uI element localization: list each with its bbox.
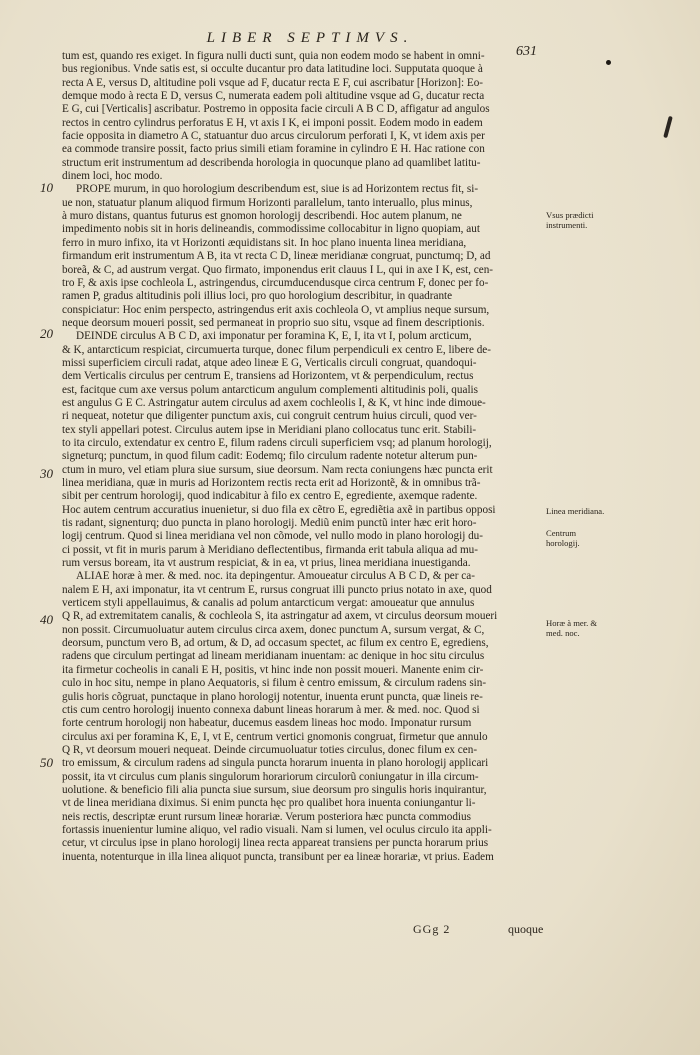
- text-line: dem Verticalis circulus per centrum E, transiens ad Horizontem, vt & perpendiculum, rectus: [62, 370, 474, 383]
- text-line: est, facitque cum axe versus polum antarcticum angulum complementi altitudinis poli, qualis: [62, 383, 479, 396]
- text-line: Hoc autem centrum accuratius inuenietur, si duo fila ex cẽtro E, egrediẽtia axẽ in partibus opposi: [62, 503, 496, 516]
- text-line: est angulus G E C. Astringatur autem circulus ad axem cochleolis I, & K, vt hinc inde dimoue-: [62, 396, 486, 409]
- text-line: cetur, vt circulus ipse in plano horologij linea recta appareat transiens per puncta horarum prius: [62, 837, 489, 850]
- text-line: rum versus boream, ita vt austrum respiciat, & in ea, vt prius, linea meridiana inuestiganda.: [62, 557, 471, 570]
- text-line: PROPE murum, in quo horologium describendum est, siue is ad Horizontem rectus fit, si-: [76, 183, 479, 196]
- text-line: ita firmetur cocheolis in canali E H, positis, vt hinc inde non possit moueri. Manente enim cir-: [62, 663, 484, 676]
- margin-note-linea-meridiana: Linea meridiana.: [546, 506, 605, 516]
- text-line: [62, 877, 548, 890]
- text-line: & K, antarcticum respiciat, circumuerta turque, donec filum perpendiculi ex centro E, libere de-: [62, 343, 491, 356]
- text-line: forte centrum horologij non habeatur, ducemus easdem lineas hoc modo. Imponatur rursum: [62, 717, 472, 730]
- text-line: E G, cui [Verticalis] ascribatur. Postremo in opposita facie circuli A B C D, affigatur ad angulos: [62, 103, 490, 116]
- folio-number: 631: [516, 44, 537, 59]
- text-line: ALIAE horæ à mer. & med. noc. ita depingentur. Amoueatur circulus A B C D, & per ca-: [76, 570, 475, 583]
- text-line: uolutione. & beneficio fili alia puncta siue sursum, siue deorsum pro singulis horis inquirantur,: [62, 783, 487, 796]
- text-line: structum erit instrumentum ad describenda horologia in quocunque plano ad quamlibet latitu-: [62, 156, 481, 169]
- text-line: deorsum, punctum vero B, ad ortum, & D, ad occasum spectet, ac filum ex centro E, egrediens,: [62, 637, 489, 650]
- line-number-10: 10: [40, 180, 53, 195]
- ink-mark: [663, 116, 673, 138]
- text-line: tro emissum, & circulum radens ad singula puncta horarum inuenta in plano horologij applicari: [62, 757, 489, 770]
- text-line: ferro in muro infixo, ita vt Horizonti æquidistans sit. In hoc plano inuenta linea meridiana,: [62, 236, 467, 249]
- text-line: ctis cum centro horologij inuento connexa dabunt lineas horarum à mer. & med. noc. Quod si: [62, 703, 480, 716]
- text-line: ramen P, gradus altitudinis poli illius loci, pro quo horologium describitur, in quadrante: [62, 290, 453, 303]
- line-number-50: 50: [40, 755, 53, 770]
- ink-spot: [606, 60, 611, 65]
- text-line: bus regionibus. Vnde satis est, si occulte ducantur pro data latitudine loci. Supputata quoque à: [62, 63, 483, 76]
- text-line: demque modo à recta E D, versus C, numerata eadem poli altitudine vsque ad G, ducatur recta: [62, 90, 485, 103]
- text-line: ri nequeat, notetur que diligenter punctum axis, cui congruit centrum huius circuli, quod ver-: [62, 410, 477, 423]
- margin-note-horae: Horæ à mer. & med. noc.: [546, 618, 598, 638]
- text-line: ci possit, vt fit in muris parum à Meridiano deflectentibus, firmanda erit tabula aliqua ad mu-: [62, 543, 478, 556]
- text-line: Q R, vt deorsum moueri nequeat. Deinde circumuoluatur toties circulus, donec filum ex cen-: [62, 743, 478, 756]
- line-number-20: 20: [40, 326, 53, 341]
- margin-note-usus: Vsus prædicti instrumenti.: [546, 210, 594, 230]
- line-number-30: 30: [40, 466, 53, 481]
- text-line: non possit. Circumuoluatur autem circulus circa axem, donec punctum A, sursum vergat, & C,: [62, 623, 485, 636]
- text-line: facie opposita in diametro A C, statuantur duo arcus circulorum perforati I, K, vt idem axis per: [62, 130, 485, 143]
- text-line: ea commode transire possit, facto prius simili etiam foramine in cylindro E H. Hac ratione con: [62, 143, 485, 156]
- text-line: possit, ita vt circulus cum planis singulorum horariorum circulorũ coniungatur in illa circum-: [62, 770, 479, 783]
- running-title: LIBER SEPTIMVS.: [206, 30, 414, 46]
- text-line: [62, 864, 548, 877]
- text-line: inuenta, notenturque in illa linea aliquot puncta, transibunt per ea lineæ horariæ, vt prius. Eadem: [62, 850, 494, 863]
- catchword: quoque: [508, 922, 544, 936]
- text-line: rectos in centro cylindrus perforatus E H, vt axis I K, ei imponi possit. Eodem modo in eadem: [62, 116, 483, 129]
- signature-mark: GGg 2: [413, 922, 451, 936]
- text-line: missi superficiem circuli radat, atque adeo lineæ E G, Verticalis circuli congruat, quandoqui-: [62, 356, 477, 369]
- text-line: tum est, quando res exiget. In figura nulli ducti sunt, quia non eodem modo se habent in omni-: [62, 50, 485, 62]
- text-line: boreã, & C, ad austrum vergat. Quo firmato, imponendus erit clauus I L, qui in axe I K, est, cen-: [62, 263, 494, 276]
- text-line: sibit per centrum horologij, quod indicabitur à filo ex centro E, egrediente, axemque radente.: [62, 490, 478, 503]
- text-line: tis radant, signenturq; duo puncta in plano horologij. Mediũ enim punctũ inter hæc erit horo-: [62, 517, 477, 530]
- text-line: firmandum erit instrumentum A B, ita vt recta C D, lineæ meridianæ congruat, punctumq; D, ad: [62, 250, 491, 263]
- text-line: signeturq; punctum, in quod filum cadit: Eodemq; filo circulum radente notetur alterum pun-: [62, 450, 478, 463]
- text-line: fortassis inuenientur lumine aliquo, vel radio visuali. Nam si lumen, vel oculus circulo ita appli-: [62, 823, 492, 836]
- text-line: vt de linea meridiana diximus. Si enim puncta hęc pro qualibet hora inuenta coniungantur li-: [62, 797, 476, 810]
- text-line: ue non, statuatur planum aliquod firmum Horizonti parallelum, tanto interuallo, plus minus,: [62, 196, 473, 209]
- text-line: Q R, ad extremitatem canalis, & cochleola S, ita astringatur ad axem, vt circulus deorsum moueri: [62, 610, 498, 623]
- text-line: culo in hoc situ, nempe in plano Aequatoris, si filum è centro emissum, & circulum radens sin-: [62, 677, 487, 690]
- text-line: circulus axi per foramina K, E, I, vt E, centrum vertici gnomonis congruat, firmetur que annulo: [62, 730, 488, 743]
- line-number-40: 40: [40, 612, 53, 627]
- text-line: neque deorsum moueri possit, sed permaneat in proprio suo situ, vsque ad finem descriptionis.: [62, 316, 485, 329]
- text-line: à muro distans, quantus futurus est gnomon horologij describendi. Hoc autem planum, ne: [62, 210, 462, 223]
- text-line: impedimento nobis sit in horis delineandis, commodissime collocabitur in ligno quopiam, aut: [62, 223, 480, 236]
- text-line: nalem E H, axi imponatur, ita vt centrum E, rursus congruat illi puncto prius notato in axe, quod: [62, 583, 492, 596]
- text-line: gulis horis cõgruat, punctaque in plano horologij notentur, inuenta erunt puncta, quæ lineis re-: [62, 690, 483, 703]
- text-line: to ita circulo, extendatur ex centro E, filum radens circuli superficiem vsq; ad planum horologij,: [62, 436, 492, 449]
- text-line: DEINDE circulus A B C D, axi imponatur per foramina K, E, I, ita vt I, polum arcticum,: [76, 330, 472, 343]
- text-line: ctum in muro, vel etiam plura siue sursum, siue deorsum. Nam recta coniungens hæc puncta erit: [62, 463, 493, 476]
- text-line: logij centrum. Quod si linea meridiana vel non cõmode, vel nullo modo in plano horologij du-: [62, 530, 484, 543]
- margin-note-centrum: Centrum horologij.: [546, 528, 580, 548]
- text-line: conspiciatur: Hoc enim perspecto, astringendus erit axis cochleola O, vt amplius neque sursum,: [62, 303, 490, 316]
- text-line: tro F, & axis ipse cochleola L, astringendus, circumducendusque circa centrum F, donec per fo-: [62, 276, 489, 289]
- text-line: radens que circulum pertingat ad lineam meridianam inuentam: ac denique in hoc situ circulus: [62, 650, 485, 663]
- text-line: linea meridiana, quæ in muris ad Horizontem rectis recta erit ad Horizontẽ, & in omnibus trã-: [62, 477, 481, 489]
- text-line: verticem styli appellauimus, & canalis ad polum antarcticum vergat: amoueatur que annulus: [62, 597, 475, 610]
- text-line: neis rectis, descriptæ erunt rursum lineæ horariæ. Verum posteriora hæc puncta commodius: [62, 810, 471, 823]
- text-line: dinem loci, hoc modo.: [62, 170, 163, 183]
- text-line: tex styli appellari potest. Circulus autem ipse in Meridiani plano collocatus tunc erit. Stabili-: [62, 423, 477, 436]
- main-text: [62, 50, 548, 891]
- text-line: recta A E, versus D, altitudine poli vsque ad F, ducatur recta E F, cui ascribatur [Horizon]: Eo-: [62, 76, 484, 89]
